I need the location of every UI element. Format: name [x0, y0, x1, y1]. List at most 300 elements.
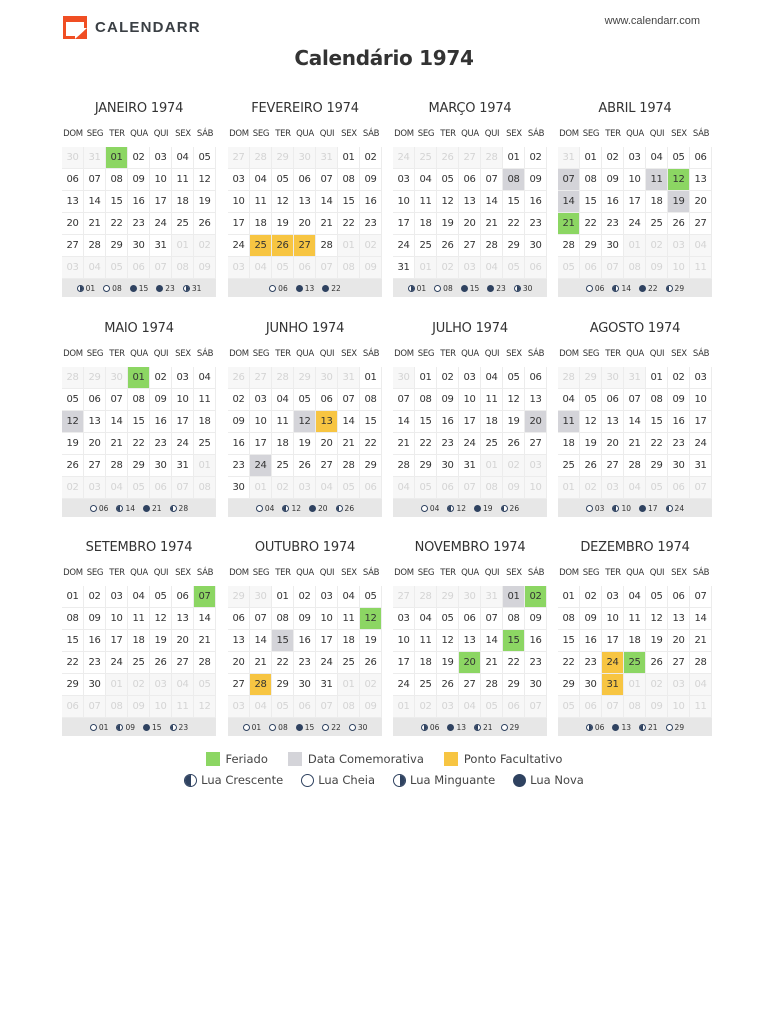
day-cell[interactable]: 29: [503, 674, 525, 696]
day-cell[interactable]: 21: [106, 433, 128, 455]
adjacent-month-day[interactable]: 24: [393, 147, 415, 169]
day-cell[interactable]: 12: [272, 191, 294, 213]
day-cell[interactable]: 17: [690, 411, 712, 433]
day-cell[interactable]: 11: [172, 169, 194, 191]
adjacent-month-day[interactable]: 29: [84, 367, 106, 389]
day-cell[interactable]: 30: [150, 455, 172, 477]
adjacent-month-day[interactable]: 10: [525, 477, 547, 499]
adjacent-month-day[interactable]: 04: [106, 477, 128, 499]
day-cell[interactable]: 24: [393, 235, 415, 257]
holiday-day[interactable]: 15: [503, 630, 525, 652]
day-cell[interactable]: 30: [525, 674, 547, 696]
adjacent-month-day[interactable]: 01: [481, 455, 503, 477]
day-cell[interactable]: 29: [415, 455, 437, 477]
day-cell[interactable]: 23: [150, 433, 172, 455]
adjacent-month-day[interactable]: 08: [481, 477, 503, 499]
day-cell[interactable]: 24: [624, 213, 646, 235]
day-cell[interactable]: 16: [360, 191, 382, 213]
adjacent-month-day[interactable]: 30: [459, 586, 481, 608]
adjacent-month-day[interactable]: 09: [360, 696, 382, 718]
day-cell[interactable]: 29: [360, 455, 382, 477]
day-cell[interactable]: 22: [646, 433, 668, 455]
day-cell[interactable]: 27: [602, 455, 624, 477]
adjacent-month-day[interactable]: 07: [525, 696, 547, 718]
day-cell[interactable]: 24: [316, 652, 338, 674]
day-cell[interactable]: 18: [558, 433, 580, 455]
day-cell[interactable]: 08: [62, 608, 84, 630]
adjacent-month-day[interactable]: 01: [194, 455, 216, 477]
day-cell[interactable]: 14: [250, 630, 272, 652]
adjacent-month-day[interactable]: 06: [360, 477, 382, 499]
day-cell[interactable]: 18: [338, 630, 360, 652]
day-cell[interactable]: 19: [437, 652, 459, 674]
day-cell[interactable]: 20: [602, 433, 624, 455]
holiday-day[interactable]: 01: [106, 147, 128, 169]
day-cell[interactable]: 19: [150, 630, 172, 652]
adjacent-month-day[interactable]: 12: [194, 696, 216, 718]
day-cell[interactable]: 10: [250, 411, 272, 433]
day-cell[interactable]: 17: [602, 630, 624, 652]
adjacent-month-day[interactable]: 28: [415, 586, 437, 608]
adjacent-month-day[interactable]: 05: [338, 477, 360, 499]
adjacent-month-day[interactable]: 04: [481, 257, 503, 279]
optional-day[interactable]: 24: [602, 652, 624, 674]
day-cell[interactable]: 05: [194, 147, 216, 169]
adjacent-month-day[interactable]: 30: [316, 367, 338, 389]
day-cell[interactable]: 29: [503, 235, 525, 257]
day-cell[interactable]: 01: [646, 367, 668, 389]
day-cell[interactable]: 05: [668, 147, 690, 169]
day-cell[interactable]: 04: [481, 367, 503, 389]
optional-day[interactable]: 26: [272, 235, 294, 257]
day-cell[interactable]: 17: [228, 213, 250, 235]
day-cell[interactable]: 23: [228, 455, 250, 477]
adjacent-month-day[interactable]: 26: [228, 367, 250, 389]
day-cell[interactable]: 03: [250, 389, 272, 411]
day-cell[interactable]: 07: [84, 169, 106, 191]
day-cell[interactable]: 08: [503, 608, 525, 630]
adjacent-month-day[interactable]: 28: [272, 367, 294, 389]
day-cell[interactable]: 15: [580, 191, 602, 213]
adjacent-month-day[interactable]: 30: [602, 367, 624, 389]
day-cell[interactable]: 13: [62, 191, 84, 213]
optional-day[interactable]: 27: [294, 235, 316, 257]
adjacent-month-day[interactable]: 03: [668, 674, 690, 696]
day-cell[interactable]: 18: [481, 411, 503, 433]
commemorative-day[interactable]: 12: [294, 411, 316, 433]
day-cell[interactable]: 17: [393, 652, 415, 674]
day-cell[interactable]: 20: [84, 433, 106, 455]
day-cell[interactable]: 20: [668, 630, 690, 652]
day-cell[interactable]: 16: [602, 191, 624, 213]
day-cell[interactable]: 27: [459, 235, 481, 257]
optional-day[interactable]: 28: [250, 674, 272, 696]
day-cell[interactable]: 27: [62, 235, 84, 257]
day-cell[interactable]: 23: [128, 213, 150, 235]
day-cell[interactable]: 14: [624, 411, 646, 433]
day-cell[interactable]: 05: [62, 389, 84, 411]
holiday-day[interactable]: 02: [525, 586, 547, 608]
day-cell[interactable]: 30: [580, 674, 602, 696]
day-cell[interactable]: 30: [668, 455, 690, 477]
day-cell[interactable]: 27: [525, 433, 547, 455]
day-cell[interactable]: 29: [646, 455, 668, 477]
day-cell[interactable]: 09: [228, 411, 250, 433]
day-cell[interactable]: 07: [690, 586, 712, 608]
day-cell[interactable]: 26: [646, 652, 668, 674]
adjacent-month-day[interactable]: 29: [272, 147, 294, 169]
adjacent-month-day[interactable]: 05: [194, 674, 216, 696]
day-cell[interactable]: 16: [525, 630, 547, 652]
day-cell[interactable]: 28: [624, 455, 646, 477]
day-cell[interactable]: 04: [624, 586, 646, 608]
adjacent-month-day[interactable]: 09: [646, 696, 668, 718]
adjacent-month-day[interactable]: 26: [437, 147, 459, 169]
day-cell[interactable]: 04: [338, 586, 360, 608]
day-cell[interactable]: 10: [459, 389, 481, 411]
day-cell[interactable]: 19: [580, 433, 602, 455]
adjacent-month-day[interactable]: 28: [558, 367, 580, 389]
commemorative-day[interactable]: 08: [503, 169, 525, 191]
day-cell[interactable]: 22: [580, 213, 602, 235]
adjacent-month-day[interactable]: 28: [62, 367, 84, 389]
day-cell[interactable]: 27: [228, 674, 250, 696]
day-cell[interactable]: 06: [459, 169, 481, 191]
commemorative-day[interactable]: 20: [525, 411, 547, 433]
day-cell[interactable]: 11: [128, 608, 150, 630]
day-cell[interactable]: 17: [150, 191, 172, 213]
day-cell[interactable]: 20: [459, 213, 481, 235]
day-cell[interactable]: 18: [128, 630, 150, 652]
day-cell[interactable]: 06: [690, 147, 712, 169]
adjacent-month-day[interactable]: 08: [106, 696, 128, 718]
day-cell[interactable]: 24: [690, 433, 712, 455]
day-cell[interactable]: 23: [602, 213, 624, 235]
day-cell[interactable]: 27: [316, 455, 338, 477]
adjacent-month-day[interactable]: 09: [194, 257, 216, 279]
day-cell[interactable]: 24: [228, 235, 250, 257]
adjacent-month-day[interactable]: 04: [316, 477, 338, 499]
day-cell[interactable]: 01: [415, 367, 437, 389]
day-cell[interactable]: 14: [338, 411, 360, 433]
day-cell[interactable]: 21: [84, 213, 106, 235]
adjacent-month-day[interactable]: 07: [459, 477, 481, 499]
adjacent-month-day[interactable]: 08: [624, 257, 646, 279]
adjacent-month-day[interactable]: 05: [558, 257, 580, 279]
day-cell[interactable]: 18: [194, 411, 216, 433]
adjacent-month-day[interactable]: 29: [437, 586, 459, 608]
adjacent-month-day[interactable]: 01: [106, 674, 128, 696]
adjacent-month-day[interactable]: 03: [459, 257, 481, 279]
day-cell[interactable]: 21: [393, 433, 415, 455]
adjacent-month-day[interactable]: 10: [668, 257, 690, 279]
day-cell[interactable]: 26: [360, 652, 382, 674]
adjacent-month-day[interactable]: 08: [172, 257, 194, 279]
adjacent-month-day[interactable]: 06: [150, 477, 172, 499]
site-url[interactable]: www.calendarr.com: [604, 15, 700, 27]
day-cell[interactable]: 11: [194, 389, 216, 411]
day-cell[interactable]: 09: [602, 169, 624, 191]
day-cell[interactable]: 04: [646, 147, 668, 169]
adjacent-month-day[interactable]: 04: [172, 674, 194, 696]
day-cell[interactable]: 11: [338, 608, 360, 630]
adjacent-month-day[interactable]: 07: [172, 477, 194, 499]
day-cell[interactable]: 16: [525, 191, 547, 213]
day-cell[interactable]: 25: [272, 455, 294, 477]
day-cell[interactable]: 30: [437, 455, 459, 477]
day-cell[interactable]: 25: [415, 674, 437, 696]
adjacent-month-day[interactable]: 31: [338, 367, 360, 389]
adjacent-month-day[interactable]: 27: [228, 147, 250, 169]
adjacent-month-day[interactable]: 31: [558, 147, 580, 169]
adjacent-month-day[interactable]: 30: [294, 147, 316, 169]
day-cell[interactable]: 01: [338, 147, 360, 169]
day-cell[interactable]: 03: [228, 169, 250, 191]
day-cell[interactable]: 05: [437, 169, 459, 191]
day-cell[interactable]: 08: [580, 169, 602, 191]
day-cell[interactable]: 07: [481, 169, 503, 191]
day-cell[interactable]: 16: [84, 630, 106, 652]
commemorative-day[interactable]: 11: [646, 169, 668, 191]
day-cell[interactable]: 06: [316, 389, 338, 411]
adjacent-month-day[interactable]: 07: [602, 257, 624, 279]
day-cell[interactable]: 30: [128, 235, 150, 257]
adjacent-month-day[interactable]: 01: [415, 257, 437, 279]
day-cell[interactable]: 03: [690, 367, 712, 389]
day-cell[interactable]: 14: [106, 411, 128, 433]
adjacent-month-day[interactable]: 04: [690, 674, 712, 696]
holiday-day[interactable]: 07: [194, 586, 216, 608]
day-cell[interactable]: 09: [84, 608, 106, 630]
day-cell[interactable]: 03: [459, 367, 481, 389]
day-cell[interactable]: 25: [646, 213, 668, 235]
day-cell[interactable]: 24: [150, 213, 172, 235]
day-cell[interactable]: 13: [668, 608, 690, 630]
day-cell[interactable]: 30: [525, 235, 547, 257]
day-cell[interactable]: 13: [84, 411, 106, 433]
day-cell[interactable]: 01: [580, 147, 602, 169]
day-cell[interactable]: 19: [360, 630, 382, 652]
commemorative-day[interactable]: 11: [558, 411, 580, 433]
day-cell[interactable]: 21: [338, 433, 360, 455]
day-cell[interactable]: 05: [580, 389, 602, 411]
day-cell[interactable]: 07: [250, 608, 272, 630]
day-cell[interactable]: 02: [580, 586, 602, 608]
day-cell[interactable]: 19: [272, 213, 294, 235]
day-cell[interactable]: 10: [150, 169, 172, 191]
day-cell[interactable]: 25: [194, 433, 216, 455]
adjacent-month-day[interactable]: 02: [646, 674, 668, 696]
day-cell[interactable]: 01: [558, 586, 580, 608]
day-cell[interactable]: 19: [646, 630, 668, 652]
day-cell[interactable]: 19: [62, 433, 84, 455]
day-cell[interactable]: 23: [360, 213, 382, 235]
adjacent-month-day[interactable]: 03: [228, 257, 250, 279]
day-cell[interactable]: 05: [437, 608, 459, 630]
day-cell[interactable]: 22: [338, 213, 360, 235]
adjacent-month-day[interactable]: 09: [646, 257, 668, 279]
day-cell[interactable]: 13: [602, 411, 624, 433]
day-cell[interactable]: 04: [128, 586, 150, 608]
day-cell[interactable]: 05: [294, 389, 316, 411]
day-cell[interactable]: 08: [360, 389, 382, 411]
day-cell[interactable]: 25: [172, 213, 194, 235]
day-cell[interactable]: 13: [459, 630, 481, 652]
adjacent-month-day[interactable]: 08: [338, 696, 360, 718]
day-cell[interactable]: 18: [250, 213, 272, 235]
day-cell[interactable]: 13: [525, 389, 547, 411]
day-cell[interactable]: 14: [194, 608, 216, 630]
adjacent-month-day[interactable]: 11: [690, 696, 712, 718]
day-cell[interactable]: 17: [393, 213, 415, 235]
day-cell[interactable]: 21: [481, 213, 503, 235]
day-cell[interactable]: 02: [84, 586, 106, 608]
adjacent-month-day[interactable]: 01: [624, 235, 646, 257]
adjacent-month-day[interactable]: 06: [525, 257, 547, 279]
day-cell[interactable]: 03: [106, 586, 128, 608]
day-cell[interactable]: 23: [525, 652, 547, 674]
adjacent-month-day[interactable]: 02: [646, 235, 668, 257]
day-cell[interactable]: 06: [228, 608, 250, 630]
adjacent-month-day[interactable]: 01: [558, 477, 580, 499]
day-cell[interactable]: 28: [194, 652, 216, 674]
day-cell[interactable]: 24: [172, 433, 194, 455]
day-cell[interactable]: 01: [62, 586, 84, 608]
adjacent-month-day[interactable]: 07: [316, 257, 338, 279]
day-cell[interactable]: 05: [272, 169, 294, 191]
day-cell[interactable]: 16: [128, 191, 150, 213]
day-cell[interactable]: 14: [393, 411, 415, 433]
day-cell[interactable]: 10: [316, 608, 338, 630]
day-cell[interactable]: 31: [172, 455, 194, 477]
day-cell[interactable]: 13: [294, 191, 316, 213]
day-cell[interactable]: 30: [602, 235, 624, 257]
day-cell[interactable]: 12: [646, 608, 668, 630]
day-cell[interactable]: 17: [624, 191, 646, 213]
day-cell[interactable]: 18: [172, 191, 194, 213]
holiday-day[interactable]: 12: [360, 608, 382, 630]
day-cell[interactable]: 04: [272, 389, 294, 411]
day-cell[interactable]: 21: [624, 433, 646, 455]
day-cell[interactable]: 12: [194, 169, 216, 191]
adjacent-month-day[interactable]: 04: [459, 696, 481, 718]
adjacent-month-day[interactable]: 01: [393, 696, 415, 718]
day-cell[interactable]: 08: [128, 389, 150, 411]
day-cell[interactable]: 12: [150, 608, 172, 630]
adjacent-month-day[interactable]: 04: [690, 235, 712, 257]
day-cell[interactable]: 07: [481, 608, 503, 630]
day-cell[interactable]: 31: [459, 455, 481, 477]
adjacent-month-day[interactable]: 06: [62, 696, 84, 718]
day-cell[interactable]: 24: [393, 674, 415, 696]
adjacent-month-day[interactable]: 11: [172, 696, 194, 718]
brand-logo[interactable]: [63, 16, 201, 39]
day-cell[interactable]: 12: [437, 191, 459, 213]
day-cell[interactable]: 22: [106, 213, 128, 235]
day-cell[interactable]: 13: [228, 630, 250, 652]
day-cell[interactable]: 22: [558, 652, 580, 674]
day-cell[interactable]: 03: [150, 147, 172, 169]
day-cell[interactable]: 06: [84, 389, 106, 411]
adjacent-month-day[interactable]: 06: [128, 257, 150, 279]
commemorative-day[interactable]: 24: [250, 455, 272, 477]
adjacent-month-day[interactable]: 05: [646, 477, 668, 499]
day-cell[interactable]: 17: [106, 630, 128, 652]
day-cell[interactable]: 10: [228, 191, 250, 213]
adjacent-month-day[interactable]: 07: [316, 696, 338, 718]
day-cell[interactable]: 25: [128, 652, 150, 674]
day-cell[interactable]: 29: [272, 674, 294, 696]
day-cell[interactable]: 03: [393, 169, 415, 191]
day-cell[interactable]: 26: [503, 433, 525, 455]
day-cell[interactable]: 22: [128, 433, 150, 455]
adjacent-month-day[interactable]: 02: [415, 696, 437, 718]
day-cell[interactable]: 09: [668, 389, 690, 411]
adjacent-month-day[interactable]: 25: [415, 147, 437, 169]
day-cell[interactable]: 12: [437, 630, 459, 652]
day-cell[interactable]: 09: [437, 389, 459, 411]
day-cell[interactable]: 01: [272, 586, 294, 608]
adjacent-month-day[interactable]: 01: [338, 674, 360, 696]
adjacent-month-day[interactable]: 01: [250, 477, 272, 499]
adjacent-month-day[interactable]: 03: [525, 455, 547, 477]
day-cell[interactable]: 22: [503, 652, 525, 674]
day-cell[interactable]: 11: [272, 411, 294, 433]
day-cell[interactable]: 28: [316, 235, 338, 257]
day-cell[interactable]: 27: [690, 213, 712, 235]
day-cell[interactable]: 16: [668, 411, 690, 433]
day-cell[interactable]: 27: [84, 455, 106, 477]
day-cell[interactable]: 13: [690, 169, 712, 191]
adjacent-month-day[interactable]: 07: [84, 696, 106, 718]
day-cell[interactable]: 14: [481, 191, 503, 213]
adjacent-month-day[interactable]: 04: [393, 477, 415, 499]
adjacent-month-day[interactable]: 06: [437, 477, 459, 499]
holiday-day[interactable]: 01: [128, 367, 150, 389]
day-cell[interactable]: 21: [250, 652, 272, 674]
day-cell[interactable]: 19: [503, 411, 525, 433]
day-cell[interactable]: 02: [437, 367, 459, 389]
day-cell[interactable]: 09: [128, 169, 150, 191]
day-cell[interactable]: 11: [250, 191, 272, 213]
day-cell[interactable]: 10: [106, 608, 128, 630]
day-cell[interactable]: 20: [294, 213, 316, 235]
day-cell[interactable]: 29: [62, 674, 84, 696]
day-cell[interactable]: 28: [106, 455, 128, 477]
day-cell[interactable]: 15: [128, 411, 150, 433]
day-cell[interactable]: 26: [194, 213, 216, 235]
day-cell[interactable]: 02: [360, 147, 382, 169]
day-cell[interactable]: 19: [294, 433, 316, 455]
day-cell[interactable]: 23: [668, 433, 690, 455]
day-cell[interactable]: 11: [415, 191, 437, 213]
day-cell[interactable]: 05: [646, 586, 668, 608]
day-cell[interactable]: 15: [360, 411, 382, 433]
adjacent-month-day[interactable]: 30: [62, 147, 84, 169]
day-cell[interactable]: 28: [558, 235, 580, 257]
holiday-day[interactable]: 21: [558, 213, 580, 235]
day-cell[interactable]: 23: [84, 652, 106, 674]
day-cell[interactable]: 01: [360, 367, 382, 389]
day-cell[interactable]: 16: [580, 630, 602, 652]
day-cell[interactable]: 31: [316, 674, 338, 696]
day-cell[interactable]: 08: [646, 389, 668, 411]
day-cell[interactable]: 28: [393, 455, 415, 477]
adjacent-month-day[interactable]: 02: [437, 257, 459, 279]
day-cell[interactable]: 06: [294, 169, 316, 191]
optional-day[interactable]: 25: [250, 235, 272, 257]
day-cell[interactable]: 02: [128, 147, 150, 169]
